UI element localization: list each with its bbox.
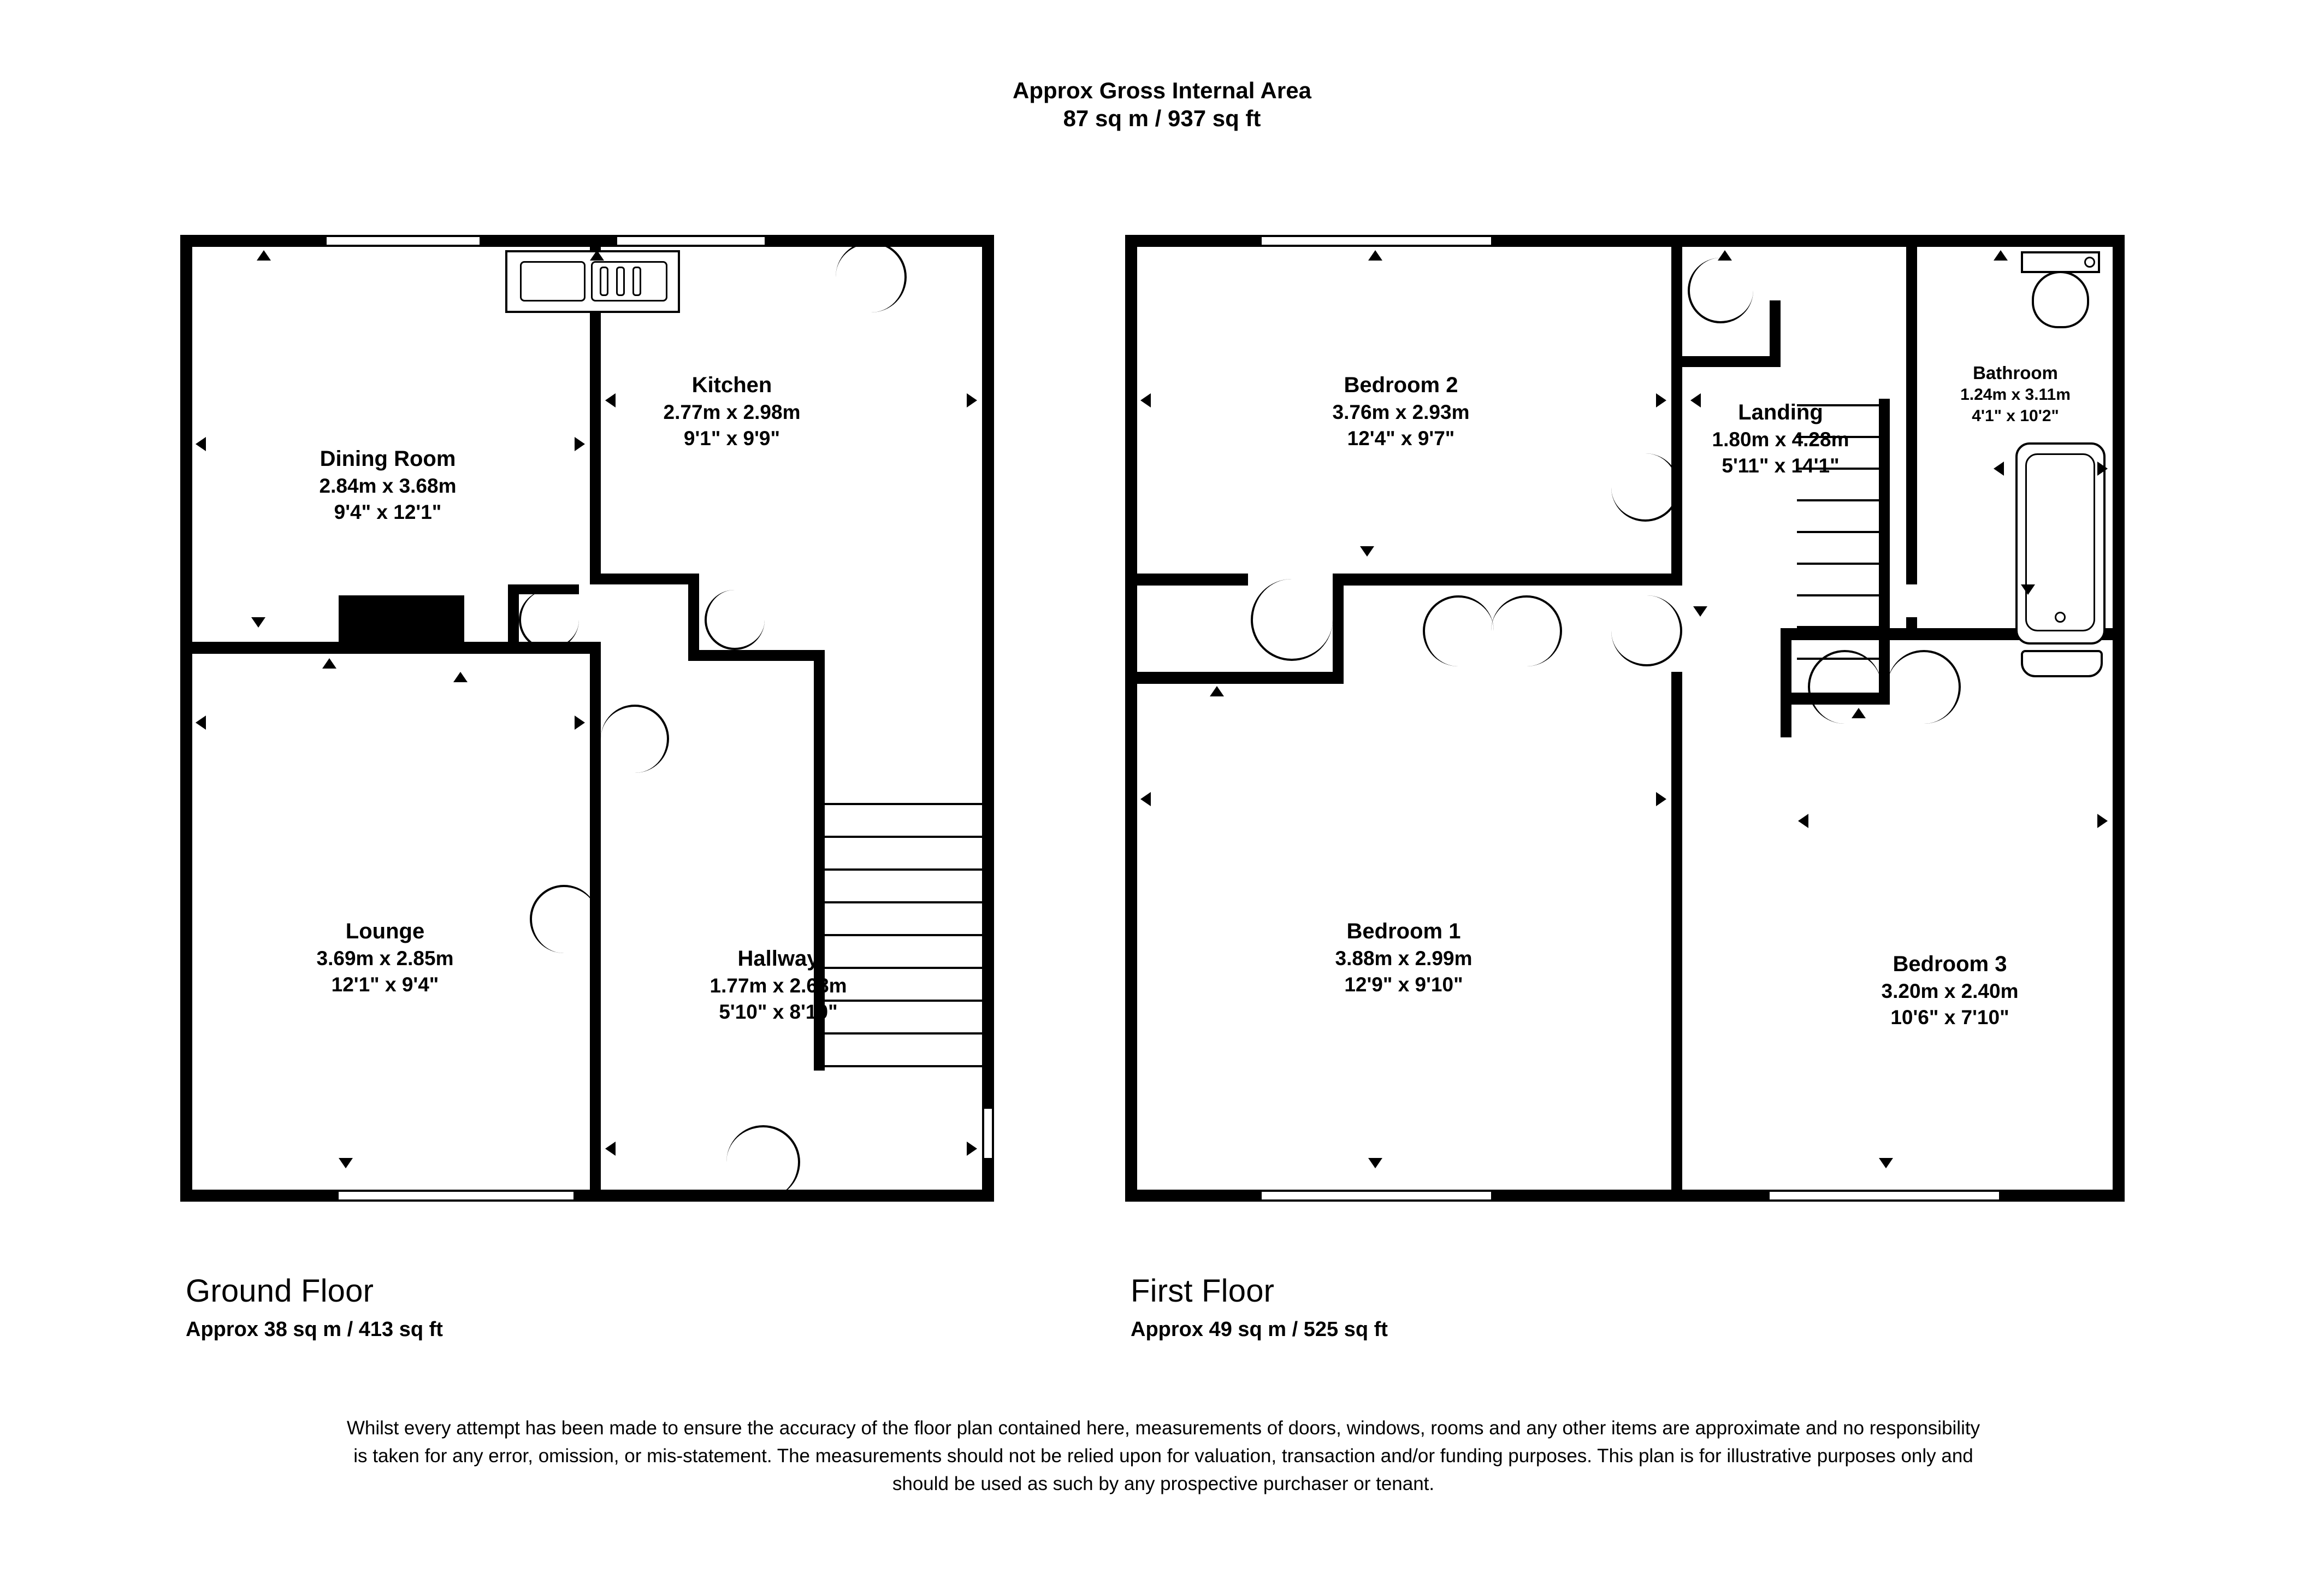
door-swing-bedroom1 bbox=[1611, 595, 1682, 666]
wall-bedroom2-bottom-right bbox=[1333, 574, 1682, 586]
room-label-bedroom-1: Bedroom 1 3.88m x 2.99m 12'9" x 9'10" bbox=[1335, 919, 1473, 996]
kitchen-drainer-groove-1 bbox=[600, 267, 608, 296]
direction-marker bbox=[1656, 792, 1666, 806]
door-swing-lounge bbox=[530, 885, 598, 953]
direction-marker bbox=[339, 1158, 353, 1168]
direction-marker bbox=[1368, 1158, 1382, 1168]
washbasin bbox=[2021, 650, 2103, 677]
window-hallway-right bbox=[982, 1109, 994, 1158]
wall-airing-cupboard-bottom bbox=[1671, 356, 1781, 367]
wall-exterior-left bbox=[180, 235, 192, 1202]
wall-bedroom2-bottom-left bbox=[1125, 574, 1248, 586]
stair-tread bbox=[825, 901, 982, 903]
wall-bedroom2-landing-divider bbox=[1671, 235, 1682, 453]
wall-cupboard-bottom bbox=[1125, 672, 1344, 684]
wall-kitchen-hall-right bbox=[688, 574, 699, 661]
stair-enclosure-right bbox=[1879, 399, 1890, 705]
stair-tread bbox=[1797, 563, 1879, 565]
room-label-dining-room: Dining Room 2.84m x 3.68m 9'4" x 12'1" bbox=[319, 447, 457, 523]
wall-bathroom-bottom bbox=[1906, 617, 1917, 629]
direction-marker bbox=[2097, 814, 2108, 828]
direction-marker bbox=[590, 250, 604, 261]
gross-area-value: 87 sq m / 937 sq ft bbox=[1063, 105, 1261, 132]
direction-marker bbox=[257, 250, 271, 261]
first-floor-caption bbox=[1131, 1273, 1388, 1341]
stair-tread bbox=[825, 1000, 982, 1002]
kitchen-drainer-groove-2 bbox=[616, 267, 625, 296]
door-swing-bedroom3 bbox=[1887, 650, 1961, 724]
direction-marker bbox=[2097, 462, 2108, 476]
direction-marker bbox=[1360, 546, 1374, 557]
stair-tread bbox=[825, 803, 982, 805]
door-swing-landing-bedroom3 bbox=[1808, 650, 1882, 724]
direction-marker bbox=[196, 437, 206, 451]
direction-marker bbox=[575, 437, 585, 451]
wall-understairs-top bbox=[688, 650, 825, 661]
door-swing-bedroom2-landing bbox=[1611, 453, 1680, 522]
room-label-bathroom: Bathroom 1.24m x 3.11m 4'1" x 10'2" bbox=[1960, 363, 2071, 425]
direction-marker bbox=[1210, 686, 1224, 696]
door-swing-hall-lounge bbox=[601, 705, 669, 773]
direction-marker bbox=[1656, 393, 1666, 407]
direction-marker bbox=[1690, 393, 1701, 407]
first-floor-plan bbox=[1125, 235, 2125, 1240]
window-bedroom3-bottom bbox=[1770, 1190, 1999, 1202]
wall-cupboard-divider bbox=[1333, 574, 1344, 683]
direction-marker bbox=[1140, 792, 1151, 806]
room-label-kitchen: Kitchen 2.77m x 2.98m 9'1" x 9'9" bbox=[663, 373, 801, 450]
door-swing-bedroom2 bbox=[1251, 579, 1333, 661]
gross-internal-area-header bbox=[0, 76, 2324, 132]
door-swing-cupboard-first bbox=[1423, 595, 1494, 666]
wall-exterior-right bbox=[2113, 235, 2125, 1202]
direction-marker bbox=[605, 393, 616, 407]
window-lounge-bottom bbox=[339, 1190, 573, 1202]
stair-tread bbox=[1797, 499, 1879, 501]
stair-tread bbox=[1797, 594, 1879, 596]
wall-exterior-bottom bbox=[180, 1190, 994, 1202]
first-floor-title: First Floor bbox=[1131, 1273, 1275, 1309]
direction-marker bbox=[605, 1142, 616, 1156]
ground-floor-plan bbox=[180, 235, 1016, 1240]
toilet-pan bbox=[2032, 271, 2089, 328]
wall-bedroom3-landing-divider bbox=[1781, 628, 1791, 737]
direction-marker bbox=[1994, 250, 2008, 261]
stair-tread bbox=[825, 836, 982, 838]
direction-marker bbox=[1852, 708, 1866, 718]
room-label-bedroom-3: Bedroom 3 3.20m x 2.40m 10'6" x 7'10" bbox=[1881, 952, 2019, 1029]
wall-kitchen-bottom bbox=[590, 574, 699, 584]
kitchen-sink-basin bbox=[520, 261, 586, 302]
direction-marker bbox=[2021, 584, 2035, 595]
toilet-flush-button bbox=[2084, 257, 2095, 268]
wall-bathroom-left bbox=[1906, 235, 1917, 584]
ground-floor-caption bbox=[186, 1273, 443, 1341]
wall-landing-top-right bbox=[1671, 235, 1775, 246]
window-dining-top bbox=[327, 235, 480, 247]
direction-marker bbox=[575, 716, 585, 730]
first-floor-area: Approx 49 sq m / 525 sq ft bbox=[1131, 1318, 1388, 1341]
window-kitchen-top bbox=[617, 235, 765, 247]
stair-tread bbox=[825, 934, 982, 936]
stair-tread bbox=[825, 868, 982, 871]
direction-marker bbox=[322, 658, 336, 669]
disclaimer-text: Whilst every attempt has been made to ensure the accuracy of the floor plan contained here, measurements of doors, windows, rooms and any other items are approximate and no responsibility is taken for any error, omission, or mis-statement. The measurements should not be relied upon for valuation, transaction and/or funding purposes. This plan is for illustrative purposes only and should be used as such by any prospective purchaser or tenant. bbox=[346, 1417, 1980, 1494]
direction-marker bbox=[1718, 250, 1732, 261]
room-label-lounge: Lounge 3.69m x 2.85m 12'1" x 9'4" bbox=[316, 919, 454, 996]
direction-marker bbox=[1798, 814, 1808, 828]
direction-marker bbox=[967, 393, 977, 407]
room-label-landing: Landing 1.80m x 4.28m 5'11" x 14'1" bbox=[1712, 400, 1849, 477]
stair-tread bbox=[1797, 626, 1879, 628]
direction-marker bbox=[1368, 250, 1382, 261]
stair-tread bbox=[825, 967, 982, 969]
room-label-bedroom-2: Bedroom 2 3.76m x 2.93m 12'4" x 9'7" bbox=[1332, 373, 1470, 450]
bathtub-inner bbox=[2025, 453, 2095, 631]
window-bedroom2-top bbox=[1262, 235, 1491, 247]
ground-floor-title: Ground Floor bbox=[186, 1273, 374, 1309]
wall-hall-stair-left bbox=[814, 650, 825, 803]
window-bedroom1-bottom bbox=[1262, 1190, 1491, 1202]
direction-marker bbox=[196, 716, 206, 730]
direction-marker bbox=[453, 672, 468, 682]
wall-exterior-left bbox=[1125, 235, 1137, 1202]
bath-plug bbox=[2055, 612, 2066, 623]
stair-tread bbox=[825, 1065, 982, 1067]
door-swing-kitchen-hall bbox=[705, 590, 765, 650]
direction-marker bbox=[1994, 462, 2004, 476]
stair-enclosure-left bbox=[814, 797, 825, 1071]
direction-marker bbox=[1140, 393, 1151, 407]
stair-tread bbox=[1797, 531, 1879, 533]
room-label-hallway: Hallway 1.77m x 2.68m 5'10" x 8'10" bbox=[709, 947, 847, 1023]
door-swing-kitchen-entry bbox=[836, 241, 907, 312]
wall-bedroom1-landing-divider bbox=[1671, 672, 1682, 1202]
ground-floor-area: Approx 38 sq m / 413 sq ft bbox=[186, 1318, 443, 1341]
door-swing-cupboard-first-2 bbox=[1491, 595, 1562, 666]
gross-area-title: Approx Gross Internal Area bbox=[1013, 78, 1311, 103]
direction-marker bbox=[1693, 606, 1707, 617]
stair-tread bbox=[825, 1032, 982, 1035]
door-swing-front-entrance bbox=[726, 1125, 800, 1199]
direction-marker bbox=[967, 1142, 977, 1156]
direction-marker bbox=[251, 617, 265, 628]
door-swing-airing-cupboard bbox=[1688, 258, 1753, 323]
wall-exterior-right bbox=[982, 235, 994, 1202]
wall-chimney-breast bbox=[339, 595, 464, 645]
kitchen-drainer-groove-3 bbox=[632, 267, 641, 296]
direction-marker bbox=[1879, 1158, 1893, 1168]
door-swing-cupboard bbox=[519, 590, 579, 650]
